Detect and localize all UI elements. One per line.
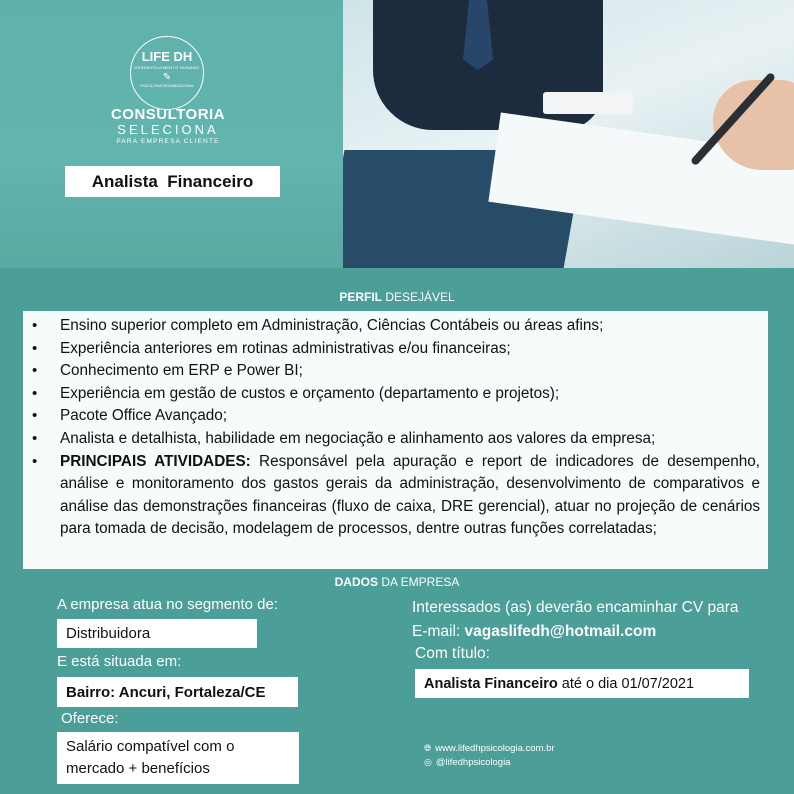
consultoria-title: CONSULTORIA [110,106,226,123]
seleciona-title: SELECIONA [117,122,219,137]
perfil-item: • Pacote Office Avançado; [60,405,760,428]
header-photo [343,0,794,268]
titulo-bold: Analista Financeiro [424,675,558,692]
email-label: E-mail: [412,623,465,640]
perfil-item: • Analista e detalhista, habilidade em negociação e alinhamento aos valores da empresa; [60,428,760,451]
situada-box [57,677,298,707]
perfil-list [23,311,768,541]
segmento-value: Distribuidora [66,625,151,642]
job-title-box [65,166,280,197]
titulo-box [415,669,749,698]
situada-value: Bairro: Ancuri, Fortaleza/CE [66,683,266,701]
email-line [412,623,656,641]
instagram-text[interactable]: @lifedhpsicologia [435,757,511,768]
perfil-item: • Conhecimento em ERP e Power BI; [60,360,760,383]
para-empresa: PARA EMPRESA CLIENTE [116,138,220,145]
logo-subtitle: DESENVOLVIMENTO HUMANO [134,65,200,70]
perfil-title: PERFIL DESEJÁVEL [339,290,455,304]
footer-website [424,743,555,754]
perfil-item: • Experiência em gestão de custos e orçamento (departamento e projetos); [60,383,760,406]
website-text[interactable]: www.lifedhpsicologia.com.br [435,743,555,754]
instagram-icon: ◎ [424,757,432,767]
oferece-line-2: mercado + benefícios [66,760,210,777]
perfil-box [23,311,768,569]
perfil-item: • Experiência anteriores em rotinas administrativas e/ou financeiras; [60,338,760,361]
segmento-box [57,619,257,648]
segmento-label: A empresa atua no segmento de: [57,596,278,613]
situada-label: E está situada em: [57,653,182,670]
atividades-item [60,451,760,541]
oferece-box [57,732,299,784]
email-value[interactable]: vagaslifedh@hotmail.com [464,623,657,640]
logo [130,36,204,110]
titulo-rest: até o dia 01/07/2021 [557,675,695,692]
oferece-line-1: Salário compatível com o [66,738,235,755]
oferece-label: Oferece: [61,710,119,727]
logo-title: LIFE DH [141,49,193,64]
logo-subtitle-2: PSICOLOGIA ORGANIZACIONAL [140,84,194,88]
titulo-label: Com título: [415,645,490,662]
atividades-text: Responsável pela apuração e report de indicadores de desempenho, análise e monitoramento dos gastos gerais da administração, desenvolvimento de comparativos e análise das demonstrações financeiras (fluxo de caixa, DRE gerencial), atuar no projeção de cenários para tomada de decisão, modelagem de processos, dentre outras funções correlatadas; [60,452,760,538]
contato-line: Interessados (as) deverão encaminhar CV para [412,599,739,616]
footer-instagram [424,757,510,768]
logo-pen-icon: ✎ [162,72,172,83]
globe-icon: 🌐︎ [424,743,432,753]
perfil-item: • Ensino superior completo em Administração, Ciências Contábeis ou áreas afins; [60,315,760,338]
atividades-label: PRINCIPAIS ATIVIDADES: [60,452,251,470]
dados-title: DADOS DA EMPRESA [334,575,460,589]
job-title: Analista Financeiro [91,171,254,191]
